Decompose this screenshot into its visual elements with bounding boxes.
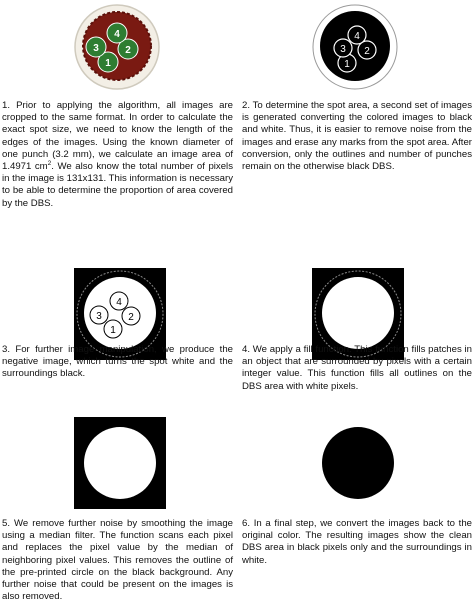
step-6-text-main: 6. In a final step, we convert the images back to the original color. The resulting images show the clean DBS area in black pixels only and the surroundings in white. bbox=[242, 518, 472, 566]
punch-negative-2-label: 2 bbox=[128, 312, 134, 323]
punch-2-label: 2 bbox=[125, 45, 131, 56]
step-2-text bbox=[242, 100, 472, 173]
figure-1-color-dbs bbox=[72, 2, 162, 92]
punch-1-label: 1 bbox=[105, 58, 111, 69]
step-6-text bbox=[242, 518, 472, 567]
punch-negative-4-label: 4 bbox=[116, 297, 122, 308]
punch-outline-1-label: 1 bbox=[344, 59, 350, 70]
punch-outline-4-label: 4 bbox=[354, 31, 360, 42]
punch-3-label: 3 bbox=[93, 43, 99, 54]
step-1-text-rest: . We also know the total number of pixels in the image is 131x131. This information is necessary to be able to determine the proportion of area covered by the DBS. bbox=[2, 161, 233, 209]
step-1-text bbox=[2, 100, 233, 210]
figure-6-final bbox=[312, 417, 404, 509]
final-black-spot bbox=[322, 427, 394, 499]
step-3-text bbox=[2, 344, 233, 381]
punch-4-label: 4 bbox=[114, 29, 120, 40]
step-1-text-main: 1. Prior to applying the algorithm, all images are cropped to the same format. In order to calculate the exact spot size, we need to know the length of the edges of the images. Using the known diameter of one punch (3.2 mm), we calculate an image area of 1.4971 cm bbox=[2, 100, 233, 173]
step-3-text-main: 3. For further image manipulation, we produce the negative image, which turns the spot white and the surroundings black. bbox=[2, 344, 233, 380]
step-4-text-main: 4. We apply a fill function. This function fills patches in an object that are surrounded by pixels with a certain integer value. This function fills all outlines on the DBS area with white pixels. bbox=[242, 344, 472, 392]
smoothed-white-spot bbox=[84, 427, 156, 499]
punch-negative-1-label: 1 bbox=[110, 325, 116, 336]
punch-outline-3-label: 3 bbox=[340, 44, 346, 55]
step-4-text bbox=[242, 344, 472, 393]
punch-negative-3-label: 3 bbox=[96, 311, 102, 322]
punch-outline-2-label: 2 bbox=[364, 46, 370, 57]
step-2-text-main: 2. To determine the spot area, a second set of images is generated converting the colored images to black and white. Thus, it is easier to remove noise from the images and erase any marks from the spot area. After conversion, only the outlines and number of punches remain on the otherwise black DBS. bbox=[242, 100, 472, 173]
filled-white-spot bbox=[322, 277, 394, 349]
step-1-superscript: 2 bbox=[47, 159, 52, 167]
black-spot bbox=[320, 11, 390, 81]
step-5-text-main: 5. We remove further noise by smoothing the image using a median filter. The function scans each pixel and replaces the pixel value by the median of neighboring pixel values. This removes the outline of the pre-printed circle on the black background. Any further noise that could be present on the images is also removed. bbox=[2, 518, 233, 603]
step-5-text bbox=[2, 518, 233, 603]
figure-5-median-filter bbox=[74, 417, 166, 509]
figure-2-black-white bbox=[310, 2, 400, 92]
